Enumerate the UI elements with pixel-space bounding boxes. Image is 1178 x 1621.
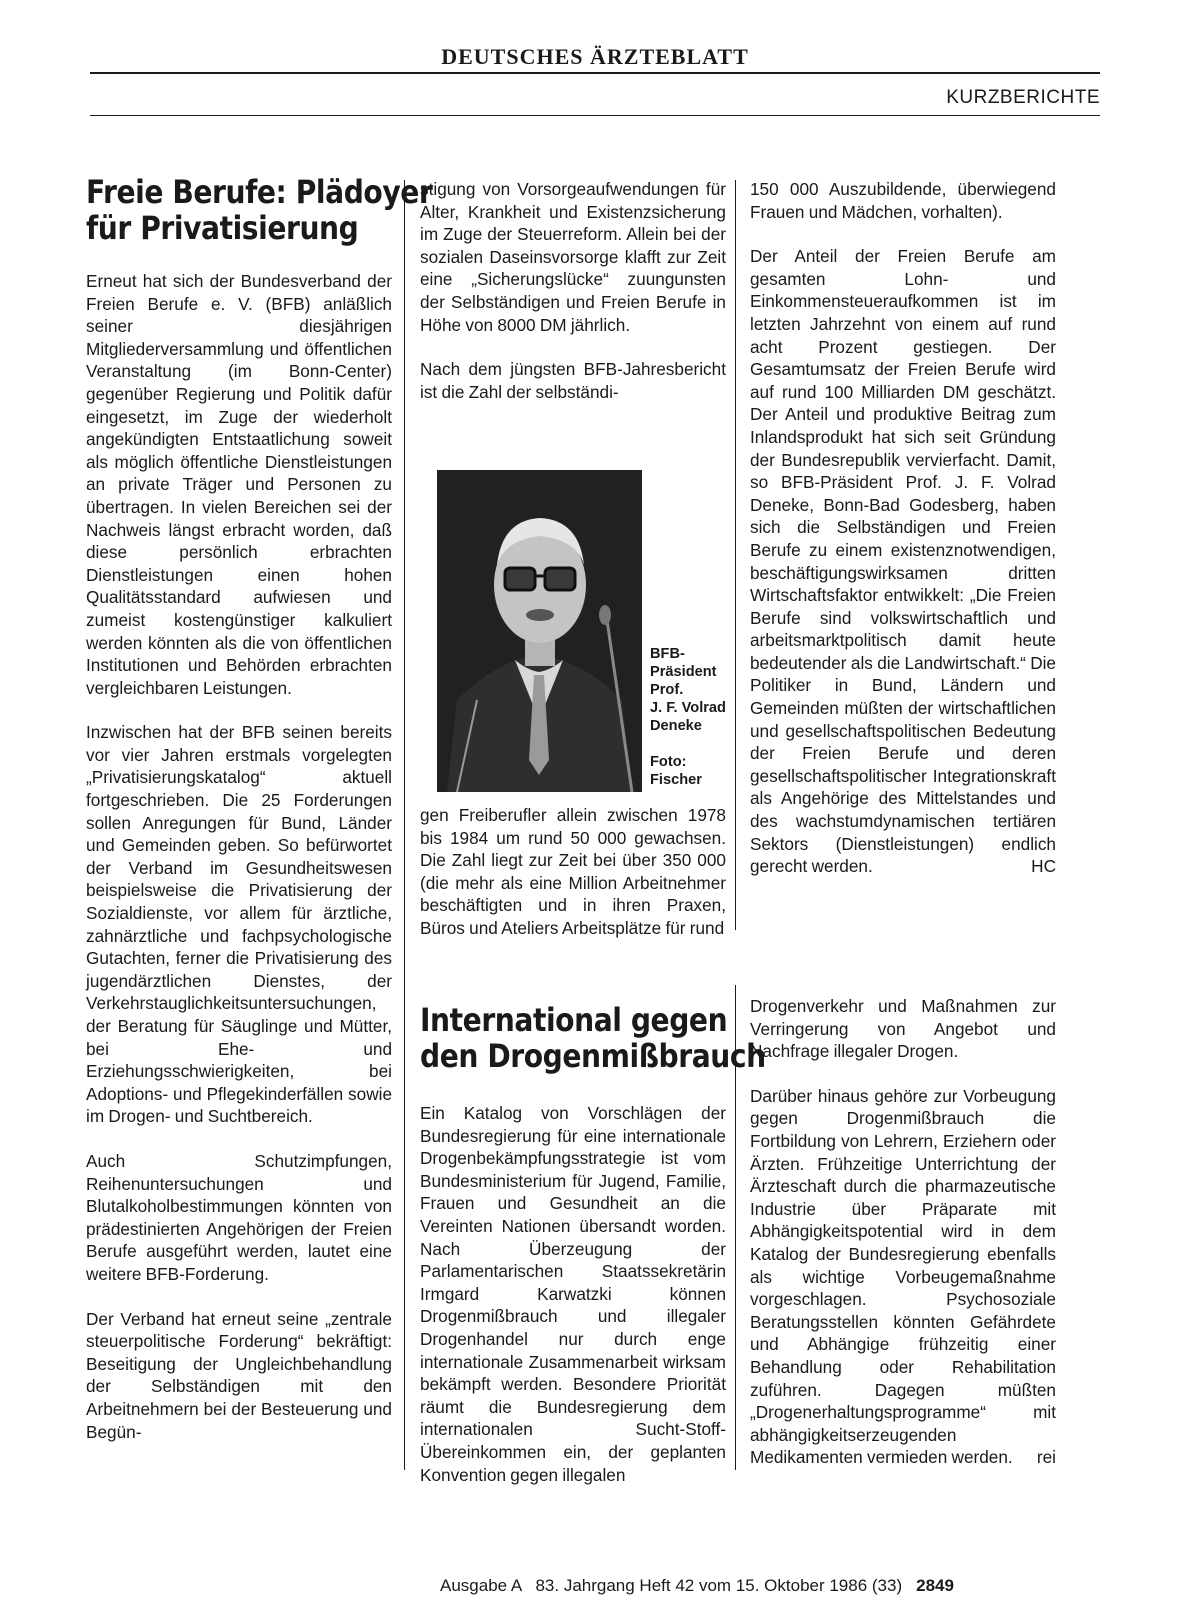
photo-caption xyxy=(650,645,748,789)
article1-paragraph-1: Erneut hat sich der Bundesverband der Freien Berufe e. V. (BFB) anläßlich seiner diesjährigen Mitgliederversammlung und öffentlichen Veranstaltung (im Bonn-Center) gegenüber Regierung und Politik dafür eingesetzt, im Zuge der wiederholt angekündigten Entstaatlichung soweit als möglich öffentliche Dienstleistungen an private Träger und Personen zu übertragen. In vielen Bereichen sei der Nachweis längst erbracht worden, daß diese persönlich erbrachten Dienstleistungen einen hohen Qualitätsstandard aufwiesen und zumeist kostengünstiger kalkuliert werden könnten als die von öffentlichen Institutionen und Behörden erbrachten vergleichbaren Leistungen. xyxy=(86,271,392,698)
portrait-illustration xyxy=(437,470,642,792)
section-label: KURZBERICHTE xyxy=(946,87,1100,108)
column-rule-2a xyxy=(735,180,736,930)
masthead-rule-bottom xyxy=(90,115,1100,116)
photo-credit-line-1: Foto: xyxy=(650,754,687,770)
page-number: 2849 xyxy=(916,1576,954,1595)
article1-column-3 xyxy=(750,178,1056,878)
article1-headline-line-2: für Privatisierung xyxy=(86,209,359,247)
portrait-photo xyxy=(437,470,642,792)
masthead-rule-top xyxy=(90,72,1100,74)
photo-credit-line-2: Fischer xyxy=(650,772,702,788)
caption-line-5: Deneke xyxy=(650,718,702,734)
article1-headline xyxy=(86,173,433,247)
article1-paragraph-2: Inzwischen hat der BFB seinen bereits vor vier Jahren erstmals vorgelegten „Privatisierungskatalog“ aktuell fortgeschrieben. Die 25 Forderungen sollen Anregungen für Bund, Länder und Gemeinden geben. So befürwortet der Verband im Gesundheitswesen beispielsweise die Privatisierung der Sozialdienste, vor allem für ärztliche, zahnärztliche und fachpsychologische Gutachten, ferner die Privatisierung des jugendärztlichen Dienstes, der Verkehrstauglichkeitsuntersuchungen, der Beratung für Säuglinge und Mütter, bei Ehe- und Erziehungsschwierigkeiten, bei Adoptions- und Pflegekinderfällen sowie im Drogen- und Suchtbereich. xyxy=(86,722,392,1127)
page-footer xyxy=(440,1575,1104,1597)
article1-paragraph-3: Auch Schutzimpfungen, Reihenuntersuchungen und Blutalkoholbestimmungen könnten von prädestinierten Angehörigen der Freien Berufe ausgeführt werden, lautet eine weitere BFB-Forderung. xyxy=(86,1150,392,1284)
article2-col3-paragraph-1: Drogenverkehr und Maßnahmen zur Verringerung von Angebot und Nachfrage illegaler Drogen. xyxy=(750,996,1056,1062)
article2-col3-paragraph-2-text: Darüber hinaus gehöre zur Vorbeugung gegen Drogenmißbrauch die Fortbildung von Lehrern, Erziehern oder Ärzten. Frühzeitige Unterrichtung der Ärzteschaft durch die pharmazeutische Industrie über Präparate mit Abhängigkeitspotential wird in dem Katalog der Bundesregierung ebenfalls als wichtige Vorbeugemaßnahme vorgeschlagen. Psychosoziale Beratungsstellen könnten Gefährdete und Abhängige frühzeitig einer Behandlung oder Rehabilitation zuführen. Dagegen müßten „Drogenerhaltungsprogramme“ mit abhängigkeitserzeugenden Medikamenten vermieden werden. xyxy=(750,1085,1056,1468)
article1-col3-paragraph-1: 150 000 Auszubildende, überwiegend Frauen und Mädchen, vorhalten). xyxy=(750,179,1056,222)
article1-col2-paragraph-2: Nach dem jüngsten BFB-Jahresbericht ist die Zahl der selbständi- xyxy=(420,359,726,402)
article1-column-2-continued xyxy=(420,804,726,940)
caption-line-1: BFB- xyxy=(650,646,685,662)
article1-paragraph-4: Der Verband hat erneut seine „zentrale steuerpolitische Forderung“ bekräftigt: Beseitigung der Ungleichbehandlung der Selbständigen mit den Arbeitnehmern bei der Besteuerung und Begün- xyxy=(86,1308,392,1442)
article2-column-3 xyxy=(750,995,1056,1469)
article2-headline xyxy=(420,1001,766,1075)
article1-headline-line-1: Freie Berufe: Plädoyer xyxy=(86,173,433,211)
masthead-title: DEUTSCHES ÄRZTEBLATT xyxy=(441,44,749,69)
article2-headline-line-2: den Drogenmißbrauch xyxy=(420,1037,766,1075)
column-rule-1 xyxy=(404,180,405,1470)
caption-line-3: Prof. xyxy=(650,682,684,698)
article1-col2-paragraph-3: gen Freiberufler allein zwischen 1978 bis 1984 um rund 50 000 gewachsen. Die Zahl liegt zur Zeit bei über 350 000 (die mehr als eine Million Arbeitnehmer beschäftigten und in ihren Praxen, Büros und Ateliers Arbeitsplätze für rund xyxy=(420,805,726,938)
article2-col3-paragraph-2 xyxy=(750,1085,1056,1469)
article1-col3-paragraph-2 xyxy=(750,245,1056,878)
caption-line-2: Präsident xyxy=(650,664,717,680)
article2-headline-line-1: International gegen xyxy=(420,1001,728,1039)
article2-author: rei xyxy=(1036,1447,1056,1468)
article1-author: HC xyxy=(1031,856,1056,877)
article1-col3-paragraph-2-text: Der Anteil der Freien Berufe am gesamten Lohn- und Einkommensteueraufkommen ist im letzten Jahrzehnt von einem auf rund acht Prozent gestiegen. Der Gesamtumsatz der Freien Berufe wird auf rund 100 Milliarden DM geschätzt. Der Anteil und produktive Beitrag zum Inlandsprodukt hat sich seit Gründung der Bundesrepublik vervierfacht. Damit, so BFB-Präsident Prof. J. F. Volrad Deneke, Bonn-Bad Godesberg, haben sich die Selbständigen und Freien Berufe zu einem existenznotwendigen, beschäftigungswirksamen dritten Wirtschaftsfaktor entwikkelt: „Die Freien Berufe sind volkswirtschaftlich und arbeitsmarktpolitisch damit heute bedeutender als die Landwirtschaft.“ Die Politiker in Bund, Ländern und Gemeinden müßten der wirtschaftlichen und gesellschaftspolitischen Bedeutung der Freien Berufe und deren gesellschaftspolitischer Integrationskraft als Angehörige des Mittelstandes und des wachstumdynamischen tertiären Sektors (Dienstleistungen) endlich gerecht werden. xyxy=(750,246,1056,877)
article1-column-1 xyxy=(86,173,433,1443)
photo-credit xyxy=(650,753,748,789)
article1-col2-paragraph-1: stigung von Vorsorgeaufwendungen für Alter, Krankheit und Existenzsicherung im Zuge der Steuerreform. Allein bei der sozialen Daseinsvorsorge klafft zur Zeit eine „Sicherungslücke“ zuungunsten der Selbständigen und Freien Berufe in Höhe von 8000 DM jährlich. xyxy=(420,179,726,335)
article2-column-2 xyxy=(420,1001,766,1486)
article2-paragraph-1: Ein Katalog von Vorschlägen der Bundesregierung für eine internationale Drogenbekämpfungsstrategie ist vom Bundesministerium für Jugend, Familie, Frauen und Gesundheit an die Vereinten Nationen übersandt worden. Nach Überzeugung der Parlamentarischen Staatssekretärin Irmgard Karwatzki können Drogenmißbrauch und illegaler Drogenhandel nur durch enge internationale Zusammenarbeit wirksam bekämpft werden. Besondere Priorität räumt die Bundesregierung dem internationalen Sucht-Stoff-Übereinkommen ein, der geplanten Konvention gegen illegalen xyxy=(420,1103,726,1485)
caption-line-4: J. F. Volrad xyxy=(650,700,726,716)
issue-info: Ausgabe A 83. Jahrgang Heft 42 vom 15. Oktober 1986 (33) xyxy=(440,1576,903,1595)
article1-column-2 xyxy=(420,178,726,403)
